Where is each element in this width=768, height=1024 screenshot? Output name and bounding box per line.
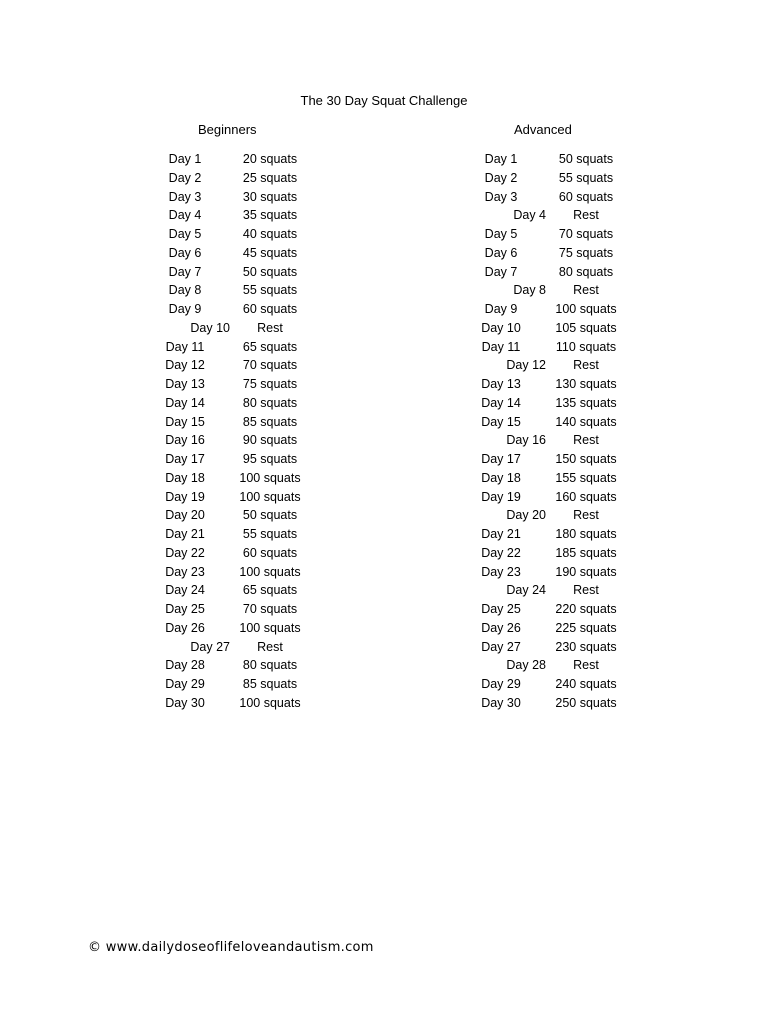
day-label: Day 26 [481,620,521,635]
day-label: Day 16 [165,433,205,448]
day-label: Day 27 [481,639,521,654]
table-row [140,338,330,357]
day-label: Day 19 [481,489,521,504]
day-label: Day 19 [165,489,205,504]
squat-count: 240 squats [555,677,617,691]
table-row [456,281,646,300]
table-row [140,656,330,675]
squat-count: Rest [573,208,599,223]
day-label: Day 29 [165,677,205,691]
table-row [140,544,330,563]
squat-count: 55 squats [242,283,298,298]
table-row [456,356,646,375]
squat-count: 50 squats [558,152,614,166]
page-title: The 30 Day Squat Challenge [300,93,468,108]
day-label: Day 1 [168,152,202,166]
advanced-heading: Advanced [514,122,572,137]
day-label: Day 2 [484,170,518,185]
day-label: Day 25 [165,602,205,616]
table-row [140,600,330,619]
day-label: Day 13 [165,377,205,391]
squat-count: 100 squats [239,695,301,710]
day-label: Day 21 [165,527,205,541]
table-row [140,413,330,432]
table-row [456,394,646,413]
table-row [456,319,646,338]
table-row [140,394,330,413]
squat-count: 70 squats [242,602,298,616]
table-row [140,150,330,169]
table-row [140,263,330,282]
squat-count: 155 squats [555,470,617,485]
day-label: Day 20 [506,508,546,523]
day-label: Day 6 [168,245,202,260]
table-row [140,506,330,525]
squat-count: Rest [573,283,599,298]
table-row [140,319,330,338]
day-label: Day 4 [168,208,202,223]
day-label: Day 15 [481,414,521,429]
squat-count: Rest [573,508,599,523]
table-row [456,525,646,544]
squat-count: 60 squats [242,545,298,560]
day-label: Day 3 [168,189,202,204]
table-row [456,300,646,319]
table-row [140,638,330,657]
table-row [456,225,646,244]
squat-count: 160 squats [555,489,617,504]
day-label: Day 6 [484,245,518,260]
squat-count: Rest [257,639,283,654]
table-row [456,206,646,225]
table-row [456,619,646,638]
table-row [140,469,330,488]
squat-count: 250 squats [555,695,617,710]
table-row [456,563,646,582]
day-label: Day 2 [168,170,202,185]
day-label: Day 20 [165,508,205,523]
squat-count: 140 squats [555,414,617,429]
table-row [140,450,330,469]
day-label: Day 14 [165,395,205,410]
day-label: Day 5 [484,227,518,241]
day-label: Day 4 [513,208,546,223]
squat-count: 75 squats [558,245,614,260]
table-row [456,413,646,432]
squat-count: 50 squats [242,264,298,279]
squat-count: 150 squats [555,452,617,466]
table-row [140,300,330,319]
table-row [140,675,330,694]
squat-count: 220 squats [555,602,617,616]
day-label: Day 18 [481,470,521,485]
table-row [140,188,330,207]
table-row [456,544,646,563]
squat-count: 60 squats [558,189,614,204]
squat-count: 185 squats [555,545,617,560]
table-row [456,150,646,169]
day-label: Day 15 [165,414,205,429]
table-row [140,225,330,244]
day-label: Day 10 [190,320,230,335]
squat-count: 25 squats [242,170,298,185]
day-label: Day 30 [165,695,205,710]
table-row [140,694,330,713]
table-row [456,375,646,394]
table-row [140,525,330,544]
table-row [140,206,330,225]
squat-count: 85 squats [242,414,298,429]
squat-count: 135 squats [555,395,617,410]
squat-count: 55 squats [558,170,614,185]
table-row [456,506,646,525]
table-row [456,469,646,488]
day-label: Day 12 [165,358,205,373]
squat-count: 100 squats [239,489,301,504]
day-label: Day 3 [484,189,518,204]
squat-count: 70 squats [242,358,298,373]
table-row [140,281,330,300]
squat-count: 100 squats [239,470,301,485]
squat-count: 85 squats [242,677,298,691]
squat-count: 95 squats [242,452,298,466]
day-label: Day 16 [506,433,546,448]
table-row [456,638,646,657]
table-row [456,338,646,357]
table-row [140,431,330,450]
squat-count: 80 squats [242,395,298,410]
squat-count: 105 squats [555,320,617,335]
squat-count: 100 squats [239,620,301,635]
squat-count: 65 squats [242,339,298,354]
squat-count: Rest [573,433,599,448]
footer-copyright: © www.dailydoseoflifeloveandautism.com [88,940,374,955]
day-label: Day 13 [481,377,521,391]
table-row [456,431,646,450]
squat-count: 110 squats [555,339,617,354]
table-row [456,600,646,619]
day-label: Day 26 [165,620,205,635]
squat-count: 225 squats [555,620,617,635]
squat-count: 80 squats [558,264,614,279]
squat-count: 75 squats [242,377,298,391]
squat-count: 100 squats [239,564,301,579]
squat-count: Rest [573,358,599,373]
squat-count: 80 squats [242,658,298,673]
squat-count: 180 squats [555,527,617,541]
squat-count: 45 squats [242,245,298,260]
squat-count: 130 squats [555,377,617,391]
day-label: Day 10 [481,320,521,335]
day-label: Day 21 [481,527,521,541]
squat-count: 190 squats [555,564,617,579]
squat-count: 70 squats [558,227,614,241]
day-label: Day 1 [484,152,518,166]
squat-count: 100 squats [555,302,617,316]
day-label: Day 8 [513,283,546,298]
day-label: Day 24 [506,583,546,598]
squat-count: 20 squats [242,152,298,166]
day-label: Day 28 [165,658,205,673]
table-row [140,244,330,263]
table-row [456,656,646,675]
table-row [456,263,646,282]
squat-count: Rest [257,320,283,335]
day-label: Day 17 [481,452,521,466]
squat-count: 35 squats [242,208,298,223]
beginners-table [140,150,330,713]
day-label: Day 7 [168,264,202,279]
table-row [140,375,330,394]
squat-count: Rest [573,583,599,598]
squat-count: 50 squats [242,508,298,523]
squat-count: Rest [573,658,599,673]
day-label: Day 18 [165,470,205,485]
squat-count: 90 squats [242,433,298,448]
squat-count: 40 squats [242,227,298,241]
day-label: Day 9 [484,302,518,316]
table-row [140,581,330,600]
day-label: Day 11 [481,339,521,354]
squat-count: 30 squats [242,189,298,204]
table-row [456,581,646,600]
table-row [456,488,646,507]
table-row [456,450,646,469]
day-label: Day 27 [190,639,230,654]
day-label: Day 11 [165,339,205,354]
beginners-heading: Beginners [198,122,257,137]
table-row [456,188,646,207]
day-label: Day 8 [168,283,202,298]
day-label: Day 12 [506,358,546,373]
table-row [456,169,646,188]
squat-count: 55 squats [242,527,298,541]
table-row [456,694,646,713]
day-label: Day 23 [165,564,205,579]
table-row [140,488,330,507]
day-label: Day 14 [481,395,521,410]
day-label: Day 30 [481,695,521,710]
table-row [456,244,646,263]
day-label: Day 25 [481,602,521,616]
table-row [140,563,330,582]
day-label: Day 7 [484,264,518,279]
day-label: Day 5 [168,227,202,241]
day-label: Day 29 [481,677,521,691]
day-label: Day 9 [168,302,202,316]
squat-count: 65 squats [242,583,298,598]
table-row [140,619,330,638]
squat-count: 60 squats [242,302,298,316]
day-label: Day 28 [506,658,546,673]
advanced-table [456,150,646,713]
day-label: Day 22 [165,545,205,560]
table-row [140,356,330,375]
day-label: Day 24 [165,583,205,598]
day-label: Day 17 [165,452,205,466]
table-row [456,675,646,694]
table-row [140,169,330,188]
day-label: Day 22 [481,545,521,560]
day-label: Day 23 [481,564,521,579]
squat-count: 230 squats [555,639,617,654]
